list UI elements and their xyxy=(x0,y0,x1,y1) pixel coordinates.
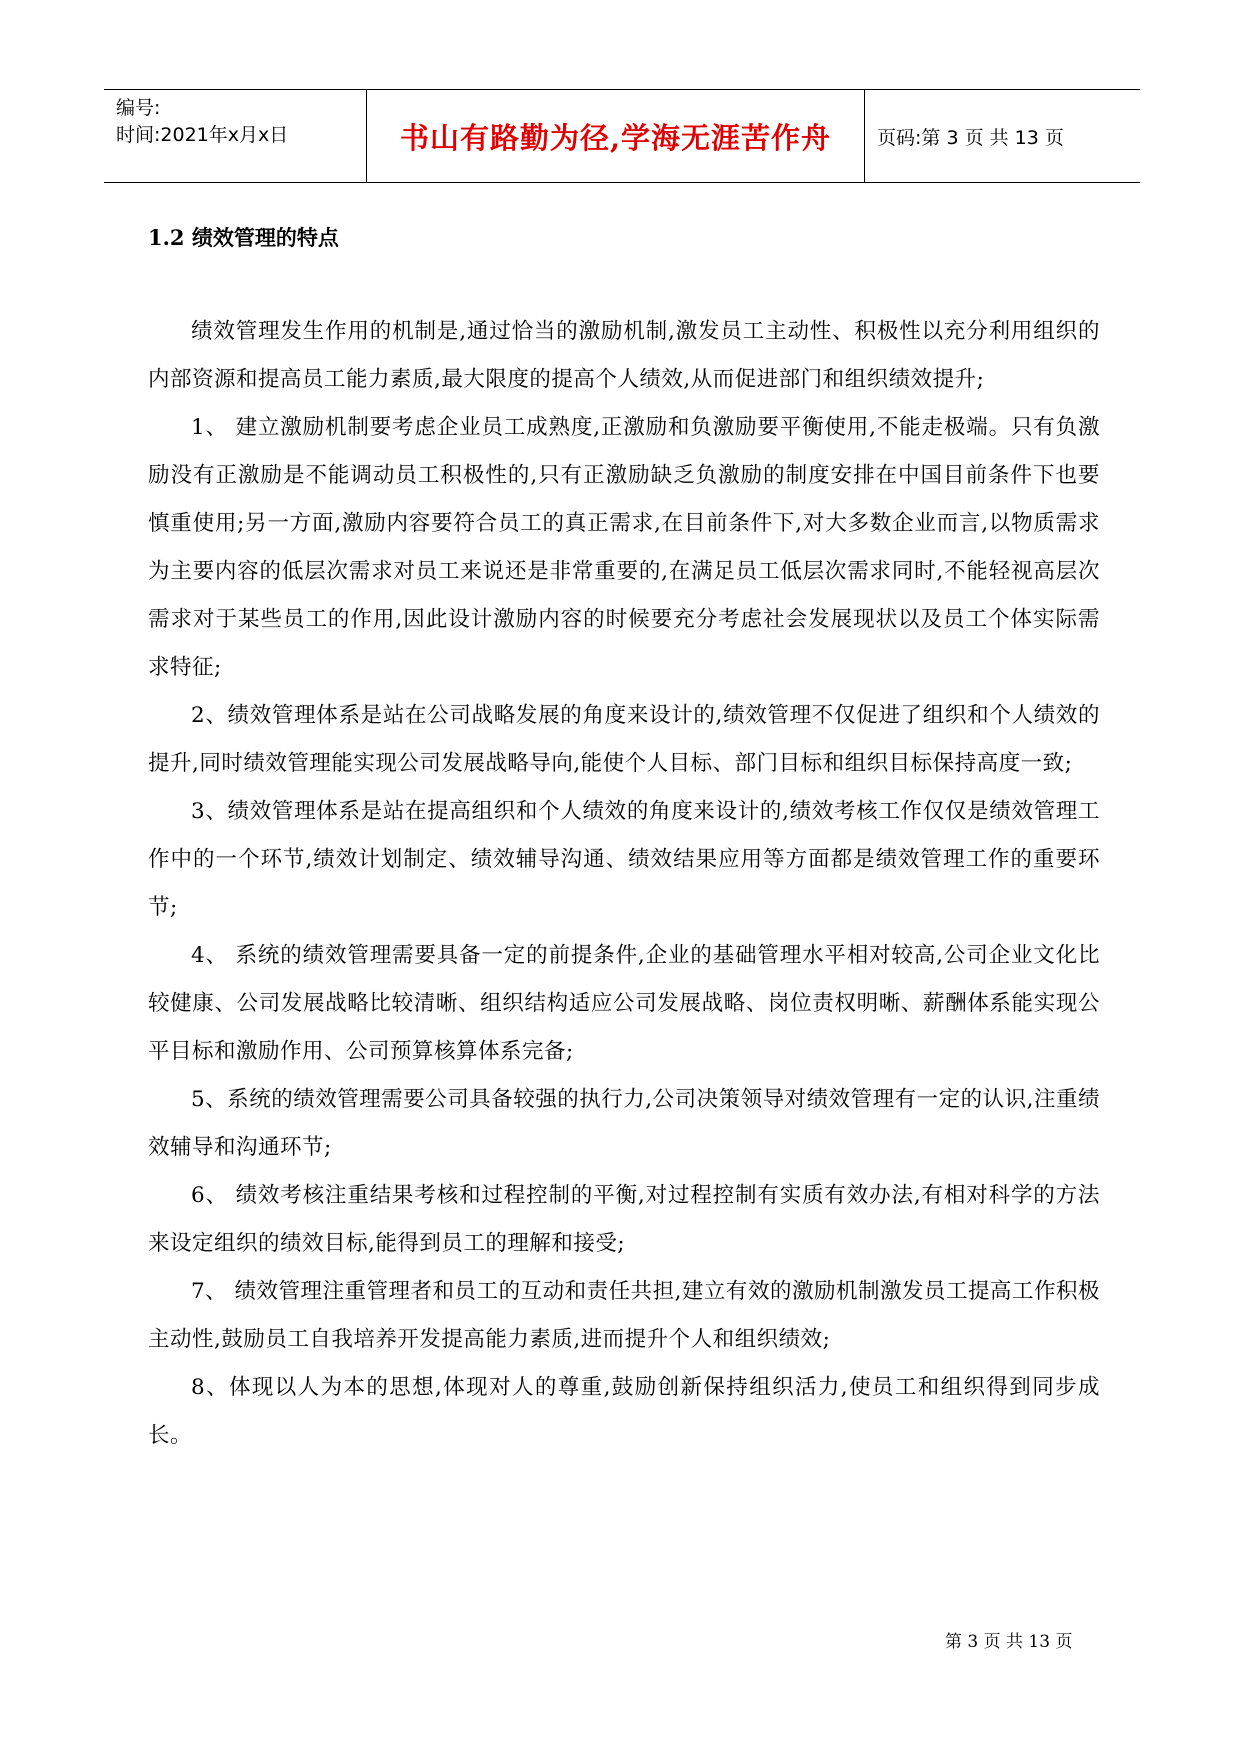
paragraph-point-2: 2、绩效管理体系是站在公司战略发展的角度来设计的,绩效管理不仅促进了组织和个人绩效的提升,同时绩效管理能实现公司发展战略导向,能使个人目标、部门目标和组织目标保持高度一致; xyxy=(148,703,1100,776)
paragraph-point-7: 7、 绩效管理注重管理者和员工的互动和责任共担,建立有效的激励机制激发员工提高工作积极主动性,鼓励员工自我培养开发提高能力素质,进而提升个人和组织绩效; xyxy=(148,1279,1100,1352)
page-footer: 第 3 页 共 13 页 xyxy=(945,1632,1073,1652)
paragraph-point-4: 4、 系统的绩效管理需要具备一定的前提条件,企业的基础管理水平相对较高,公司企业文化比较健康、公司发展战略比较清晰、组织结构适应公司发展战略、岗位责权明晰、薪酬体系能实现公平目标和激励作用、公司预算核算体系完备; xyxy=(148,943,1100,1064)
page-header xyxy=(104,89,1140,183)
paragraph-point-8: 8、体现以人为本的思想,体现对人的尊重,鼓励创新保持组织活力,使员工和组织得到同步成长。 xyxy=(148,1375,1100,1448)
header-page-code: 页码:第 3 页 共 13 页 xyxy=(877,126,1064,149)
paragraph-intro: 绩效管理发生作用的机制是,通过恰当的激励机制,激发员工主动性、积极性以充分利用组织的内部资源和提高员工能力素质,最大限度的提高个人绩效,从而促进部门和组织绩效提升; xyxy=(148,319,1100,392)
paragraph-point-3: 3、绩效管理体系是站在提高组织和个人绩效的角度来设计的,绩效考核工作仅仅是绩效管理工作中的一个环节,绩效计划制定、绩效辅导沟通、绩效结果应用等方面都是绩效管理工作的重要环节; xyxy=(148,799,1100,920)
paragraph-point-5: 5、系统的绩效管理需要公司具备较强的执行力,公司决策领导对绩效管理有一定的认识,注重绩效辅导和沟通环节; xyxy=(148,1087,1100,1160)
paragraph-point-6: 6、 绩效考核注重结果考核和过程控制的平衡,对过程控制有实质有效办法,有相对科学的方法来设定组织的绩效目标,能得到员工的理解和接受; xyxy=(148,1183,1100,1256)
number-label: 编号: xyxy=(116,97,161,119)
time-label: 时间:2021年x月x日 xyxy=(116,124,289,146)
header-info-cell xyxy=(104,90,367,182)
document-body xyxy=(148,308,1100,1460)
paragraph-point-1: 1、 建立激励机制要考虑企业员工成熟度,正激励和负激励要平衡使用,不能走极端。只有负激励没有正激励是不能调动员工积极性的,只有正激励缺乏负激励的制度安排在中国目前条件下也要慎重使用;另一方面,激励内容要符合员工的真正需求,在目前条件下,对大多数企业而言,以物质需求为主要内容的低层次需求对员工来说还是非常重要的,在满足员工低层次需求同时,不能轻视高层次需求对于某些员工的作用,因此设计激励内容的时候要充分考虑社会发展现状以及员工个体实际需求特征; xyxy=(148,415,1100,680)
section-title: 1.2 绩效管理的特点 xyxy=(148,225,339,250)
header-motto: 书山有路勤为径,学海无涯苦作舟 xyxy=(367,90,865,182)
